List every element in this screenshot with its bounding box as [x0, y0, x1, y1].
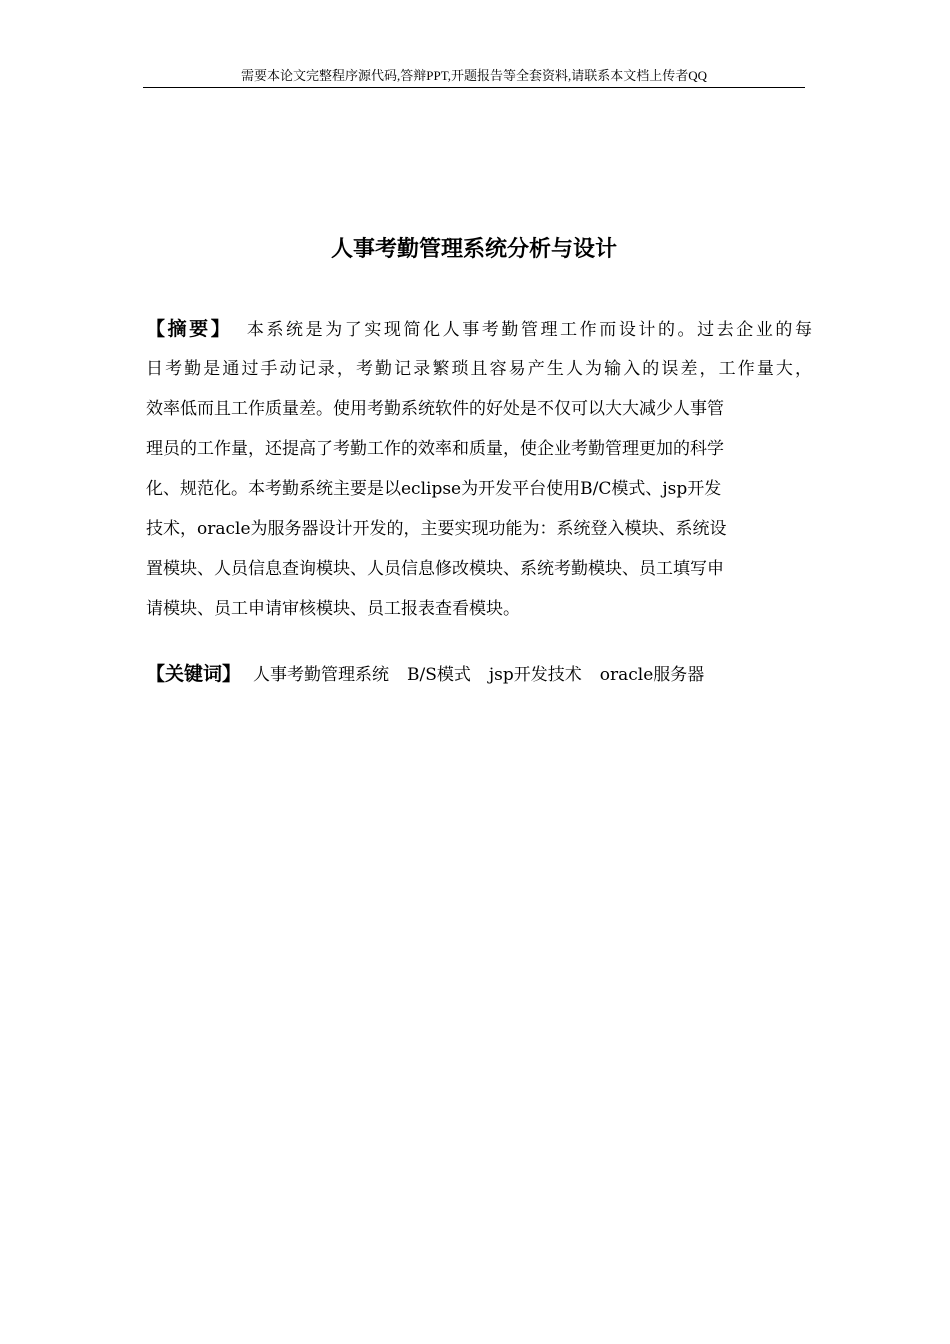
keywords-section: [146, 654, 812, 695]
abstract-line: [146, 309, 812, 349]
header-note: 需要本论文完整程序源代码,答辩PPT,开题报告等全套资料,请联系本文档上传者QQ: [241, 68, 707, 83]
abstract-line: 化、规范化。本考勤系统主要是以eclipse为开发平台使用B/C模式、jsp开发: [146, 479, 722, 499]
abstract-label: 【摘要】: [146, 318, 233, 340]
abstract-line: 日考勤是通过手动记录，考勤记录繁琐且容易产生人为输入的误差，工作量大，: [146, 359, 812, 379]
document-title: 人事考勤管理系统分析与设计: [330, 237, 617, 262]
abstract-line: 置模块、人员信息查询模块、人员信息修改模块、系统考勤模块、员工填写申: [146, 559, 724, 579]
keyword-item: 人事考勤管理系统: [253, 665, 390, 685]
keyword-item: oracle服务器: [599, 665, 705, 685]
abstract-line: 效率低而且工作质量差。使用考勤系统软件的好处是不仅可以大大减少人事管: [146, 399, 724, 419]
header-divider: [143, 87, 805, 88]
abstract-line: 理员的工作量，还提高了考勤工作的效率和质量，使企业考勤管理更加的科学: [146, 439, 724, 459]
abstract-line: 请模块、员工申请审核模块、员工报表查看模块。: [146, 599, 520, 619]
abstract-line: 技术，oracle为服务器设计开发的，主要实现功能为：系统登入模块、系统设: [146, 519, 727, 539]
keyword-item: B/S模式: [407, 665, 471, 685]
abstract-section: [146, 309, 812, 629]
keywords-label: 【关键词】: [146, 663, 242, 685]
keyword-item: jsp开发技术: [488, 665, 582, 685]
abstract-text: 本系统是为了实现简化人事考勤管理工作而设计的。过去企业的每: [244, 320, 812, 340]
